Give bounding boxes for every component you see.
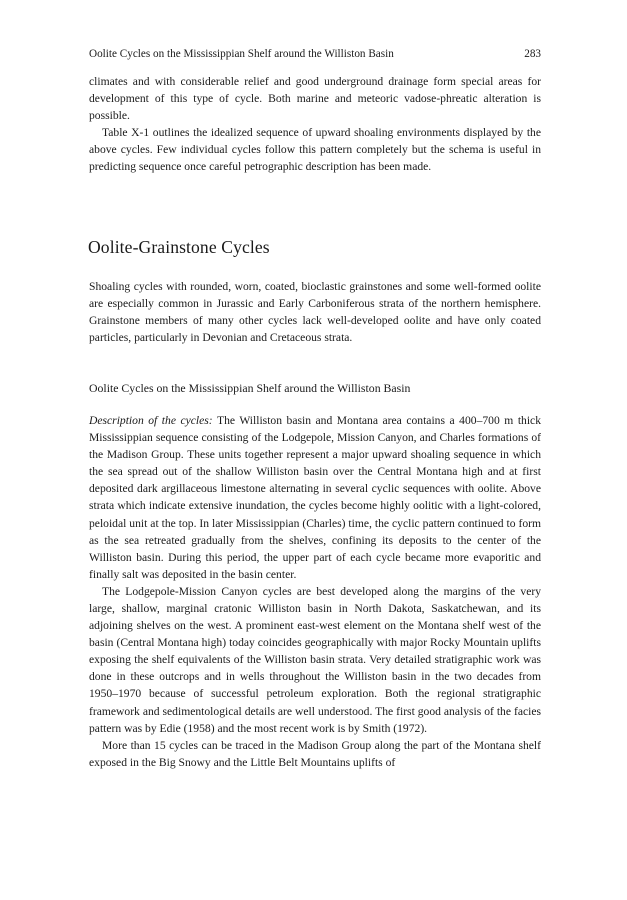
subsection-paragraph-2: The Lodgepole-Mission Canyon cycles are best developed along the margins of the very large, shallow, marginal cratonic Williston basin in North Dakota, Saskatchewan, and its adjoining shelves on the west. A prominent east-west element on the Montana shelf west of the basin (Central Montana high) today coincides geographically with major Rocky Mountain uplifts exposing the shelf equivalents of the Williston basin strata. Very detailed stratigraphic work was done in these outcrops and in wells throughout the Williston basin in the two decades from 1950–1970 because of successful petroleum exploration. Both the regional stratigraphic framework and sedimentological details are well understood. The first good analysis of the facies pattern was by Edie (1958) and the most recent work is by Smith (1972). [89, 584, 541, 735]
section-title: Oolite-Grainstone Cycles [88, 236, 270, 257]
paragraph-body: The Williston basin and Montana area contains a 400–700 m thick Mississippian sequence consisting of the Lodgepole, Mission Canyon, and Charles formations of the Madison Group. These units together represent a major upward shoaling sequence in which the sea spread out of the shallow Williston basin over the Central Montana high and at first deposited dark argillaceous limestone alternating in several cyclic sequences with oolite. Above strata which indicate extensive inundation, the cycles become highly oolitic with a light-colored, peloidal unit at the top. In later Mississippian (Charles) time, the cyclic pattern continued to form as the sea retreated gradually from the shelves, confining its deposits to the center of the Williston basin. During this period, the upper part of each cycle became more evaporitic and finally salt was deposited in the basin center. [89, 413, 541, 581]
running-head-title: Oolite Cycles on the Mississippian Shelf around the Williston Basin [89, 48, 394, 60]
paragraph-lead-in: Description of the cycles: [89, 413, 213, 427]
section-paragraph-1: Shoaling cycles with rounded, worn, coated, bioclastic grainstones and some well-formed oolite are especially common in Jurassic and Early Carboniferous strata of the northern hemisphere. Grainstone members of many other cycles lack well-developed oolite and have only coated particles, particularly in Devonian and Cretaceous strata. [89, 279, 541, 344]
subsection-paragraph-3: More than 15 cycles can be traced in the Madison Group along the part of the Montana shelf exposed in the Big Snowy and the Little Belt Mountains uplifts of [89, 738, 541, 769]
page-number: 283 [524, 48, 541, 60]
subsection-paragraph-1 [89, 412, 541, 583]
subsection-title: Oolite Cycles on the Mississippian Shelf around the Williston Basin [89, 380, 411, 395]
section-block [89, 278, 541, 346]
intro-block [89, 73, 541, 176]
intro-paragraph-1: climates and with considerable relief and good underground drainage form special areas for development of this type of cycle. Both marine and meteoric vadose-phreatic alteration is possible. [89, 75, 541, 123]
intro-paragraph-2: Table X-1 outlines the idealized sequence of upward shoaling environments displayed by the above cycles. Few individual cycles follow this pattern completely but the schema is useful in predicting sequence once careful petrographic description has been made. [89, 126, 541, 174]
page [89, 47, 541, 771]
subsection-block [89, 412, 541, 771]
running-head [89, 47, 541, 61]
